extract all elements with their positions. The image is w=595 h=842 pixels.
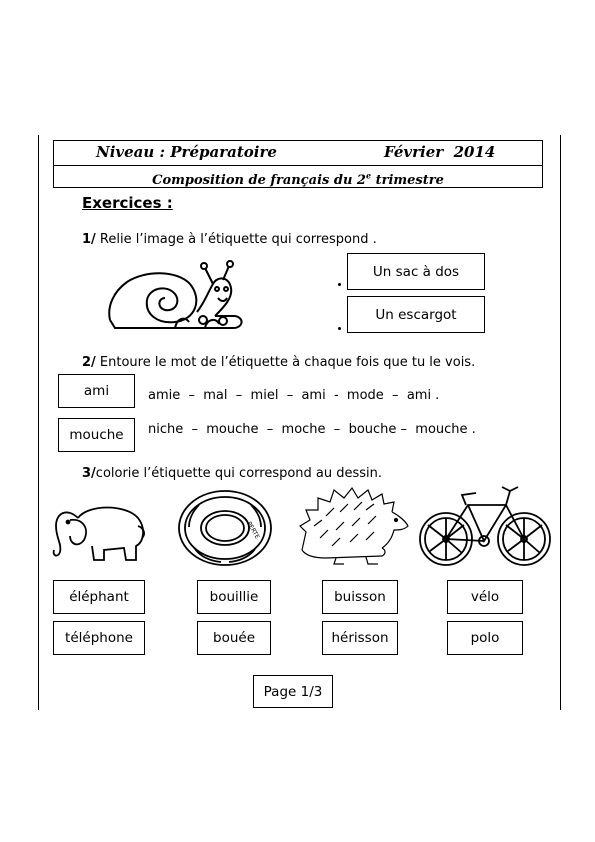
exercises-title: Exercices :	[82, 194, 173, 212]
ex3-instruction: 3/colorie l’étiquette qui correspond au dessin.	[82, 466, 383, 481]
ex1-dot-2	[338, 327, 341, 330]
label-velo[interactable]: vélo	[447, 580, 523, 614]
level-title: Niveau : Préparatoire	[96, 143, 277, 161]
label-sac-a-dos[interactable]: Un sac à dos	[347, 253, 485, 290]
ex1-instruction: 1/ Relie l’image à l’étiquette qui correspond .	[82, 232, 377, 247]
snail-drawing	[105, 262, 250, 334]
header-box	[53, 140, 543, 166]
label-elephant[interactable]: éléphant	[53, 580, 145, 614]
right-margin-line	[560, 135, 561, 710]
label-telephone[interactable]: téléphone	[53, 621, 145, 655]
elephant-drawing	[48, 498, 148, 564]
label-mouche: mouche	[58, 418, 135, 452]
label-ami: ami	[58, 374, 135, 408]
hedgehog-drawing	[296, 486, 410, 570]
left-margin-line	[38, 135, 39, 710]
ex2-instruction: 2/ Entoure le mot de l’étiquette à chaque fois que tu le vois.	[82, 355, 476, 370]
buoy-text: PERTE	[245, 520, 261, 541]
page-number: Page 1/3	[253, 675, 333, 708]
label-escargot[interactable]: Un escargot	[347, 296, 485, 333]
lifebuoy-drawing	[175, 487, 275, 569]
word-row-mouche[interactable]: niche – mouche – moche – bouche – mouche .	[148, 422, 476, 437]
ex1-dot-1	[338, 283, 341, 286]
subtitle-box	[53, 166, 543, 188]
label-bouillie[interactable]: bouillie	[197, 580, 271, 614]
date-title: Février 2014	[384, 143, 496, 161]
composition-subtitle: Composition de français du 2e trimestre	[152, 171, 444, 189]
label-buisson[interactable]: buisson	[322, 580, 398, 614]
label-herisson[interactable]: hérisson	[322, 621, 398, 655]
bicycle-drawing	[418, 483, 552, 569]
word-row-ami[interactable]: amie – mal – miel – ami - mode – ami .	[148, 388, 440, 403]
label-polo[interactable]: polo	[447, 621, 523, 655]
label-bouee[interactable]: bouée	[197, 621, 271, 655]
